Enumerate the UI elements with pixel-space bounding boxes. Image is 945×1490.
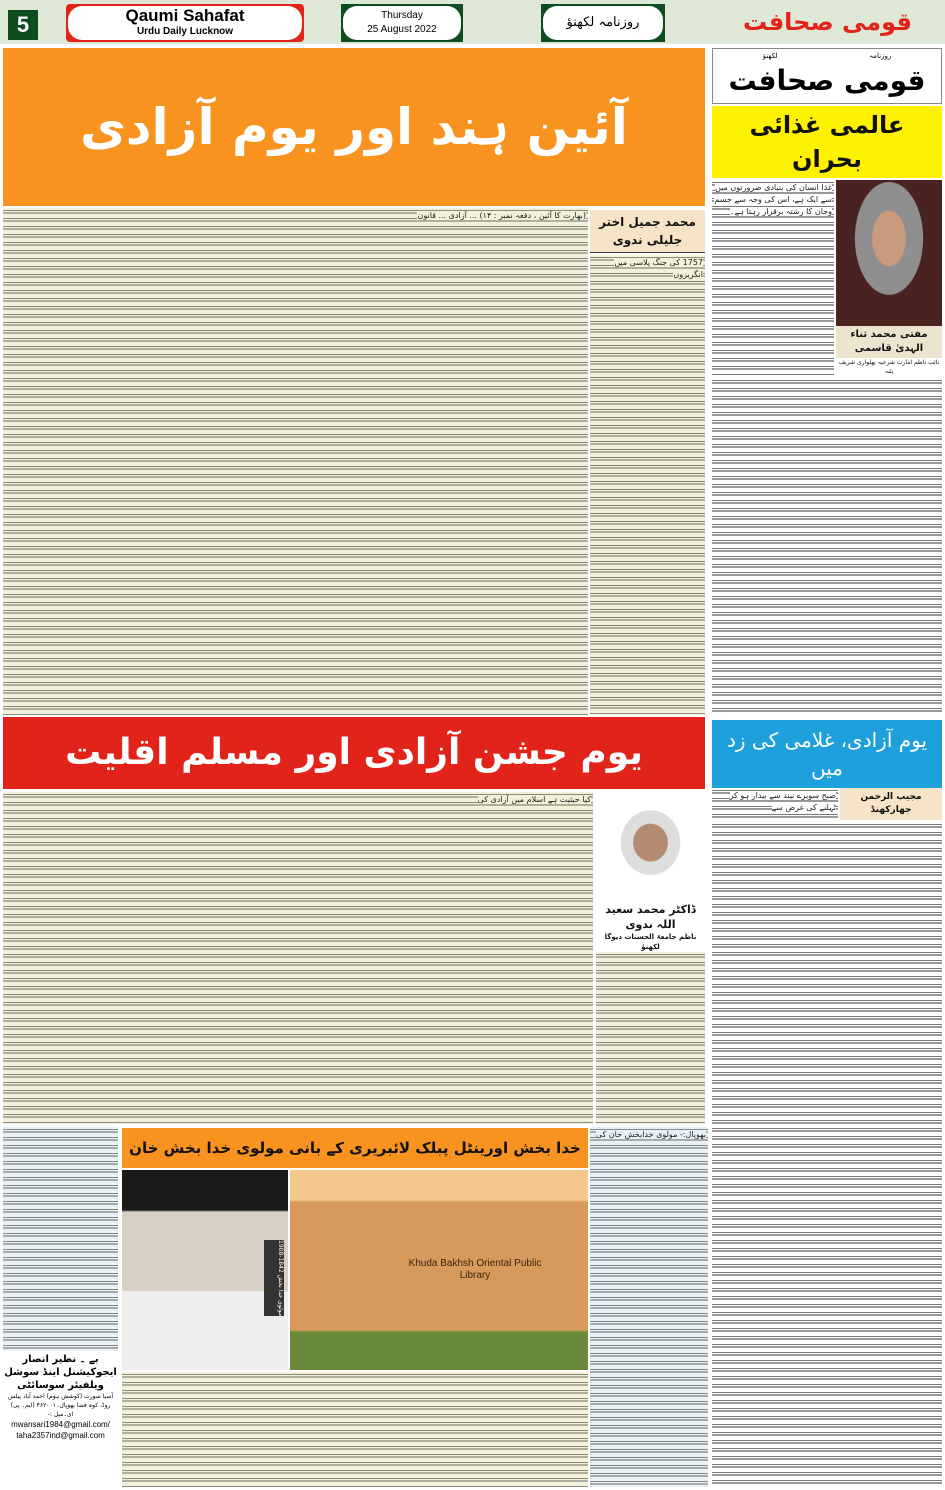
article2-side xyxy=(596,794,705,1124)
sidebar2-headline: یوم آزادی، غلامی کی زد میں xyxy=(712,720,942,788)
masthead-box xyxy=(712,48,942,104)
date: 25 August 2022 xyxy=(367,24,437,35)
paper-subtitle: Urdu Daily Lucknow xyxy=(136,26,234,37)
paper-name: Qaumi Sahafat xyxy=(125,6,245,25)
masthead-small: روزنامہ xyxy=(869,52,892,60)
article2-body xyxy=(3,792,593,1124)
article1-side xyxy=(590,210,705,715)
paper-name-box xyxy=(66,4,304,42)
sidebar1-lead-text: غذا انسان کی بنیادی ضرورتوں میں سے ایک ہے، اس کی وجہ سے جسم وجان کا رشتہ برقرار رہتا ہے۔ xyxy=(714,183,832,216)
masthead: قومی صحافت xyxy=(728,64,926,97)
sidebar1-author-column xyxy=(836,180,942,376)
article1-author: محمد جمیل اختر جلیلی ندوی xyxy=(590,210,705,253)
article1-lead-text: 1757 کی جنگ پلاسی میں انگریزوں xyxy=(614,258,703,279)
article2-side-column xyxy=(596,952,705,1124)
article1-body xyxy=(3,208,588,715)
sidebar1-body xyxy=(712,378,942,715)
date-box xyxy=(341,4,463,42)
sidebar1-headline: عالمی غذائی بحران xyxy=(712,106,942,178)
logo-urdu: قومی صحافت xyxy=(743,8,912,36)
article3-right-column xyxy=(590,1127,708,1487)
article1-headline: آئین ہند اور یوم آزادی xyxy=(3,48,705,206)
page-header xyxy=(0,0,945,44)
article2-headline: یوم جشن آزادی اور مسلم اقلیت xyxy=(3,717,705,789)
article2-lead-text: کیا حیثیت ہے اسلام میں آزادی کی xyxy=(477,795,591,804)
article2-author-title: ناظم جامعۃ الحسنات دیوگا لکھنؤ xyxy=(596,932,705,952)
article3-lead-text: بھوپال:- مولوی خدابخش خان کی xyxy=(595,1130,706,1139)
author-photo xyxy=(836,180,942,326)
sidebar2-author: مجیب الرحمن جھارکھنڈ xyxy=(840,788,942,820)
contact-email-label: ای۔میل :- xyxy=(47,1411,74,1418)
masthead-city: لکھنؤ xyxy=(762,52,778,60)
library-sign: Khuda Bakhsh Oriental Public Library xyxy=(408,1258,542,1281)
sidebar2-body xyxy=(712,822,942,1487)
sidebar2-byline-row xyxy=(712,788,942,820)
contact-org: بے ۔ نظیر انصار ایجوکیشنل اینڈ سوشل ویلفیئر سوسائٹی xyxy=(4,1354,117,1391)
library-building-photo xyxy=(290,1170,588,1370)
contact-email-1[interactable]: mwansari1984@gmail.com/ xyxy=(11,1420,110,1429)
contact-address: آسیا سورت (کوشش ہوم) احمد آباد پیلس روڈ، کوہ فضا بھوپال۔۴۶۲۰۰۱ (ایم۔ پی) xyxy=(7,1393,114,1409)
sidebar2-lead xyxy=(712,788,838,820)
sidebar1-author: مفتی محمد ثناء الہدیٰ قاسمی xyxy=(836,326,942,358)
portrait-caption: مولوی خدا بخش 1842-1908 xyxy=(264,1240,284,1316)
contact-email-2[interactable]: taha2357ind@gmail.com xyxy=(16,1431,105,1440)
roznama-label: روزنامہ لکھنؤ xyxy=(543,6,663,40)
sidebar2-lead-text: صبح سویرے نیند سے بیدار ہو کر ٹہلنے کی غرض سے xyxy=(729,791,836,812)
article2-author-photo xyxy=(596,794,705,902)
page-number: 5 xyxy=(8,10,38,40)
article1-body-text: (بھارت کا آئین ، دفعہ نمبر : ۱۴) ... آزادی ... قانون xyxy=(417,211,586,220)
article1-lead xyxy=(590,255,705,715)
masthead-small-row xyxy=(717,51,937,61)
khuda-bakhsh-portrait xyxy=(122,1170,288,1370)
sidebar1-top-row xyxy=(712,180,942,376)
article3-body xyxy=(122,1372,588,1487)
sidebar1 xyxy=(712,48,942,715)
roznama-box xyxy=(541,4,665,42)
article2-author: ڈاکٹر محمد سعید اللہ ندوی xyxy=(596,902,705,932)
sidebar1-lead xyxy=(712,180,834,376)
day: Thursday xyxy=(381,10,423,21)
contact-box xyxy=(3,1353,118,1490)
article3-left-column xyxy=(3,1127,118,1351)
article3-headline: خدا بخش اورینٹل پبلک لائبریری کے بانی مولوی خدا بخش خان xyxy=(122,1128,588,1168)
sidebar2 xyxy=(712,720,942,1487)
sidebar1-author-title: نائب ناظم امارت شرعیہ پھلواری شریف پٹنہ xyxy=(836,358,942,376)
